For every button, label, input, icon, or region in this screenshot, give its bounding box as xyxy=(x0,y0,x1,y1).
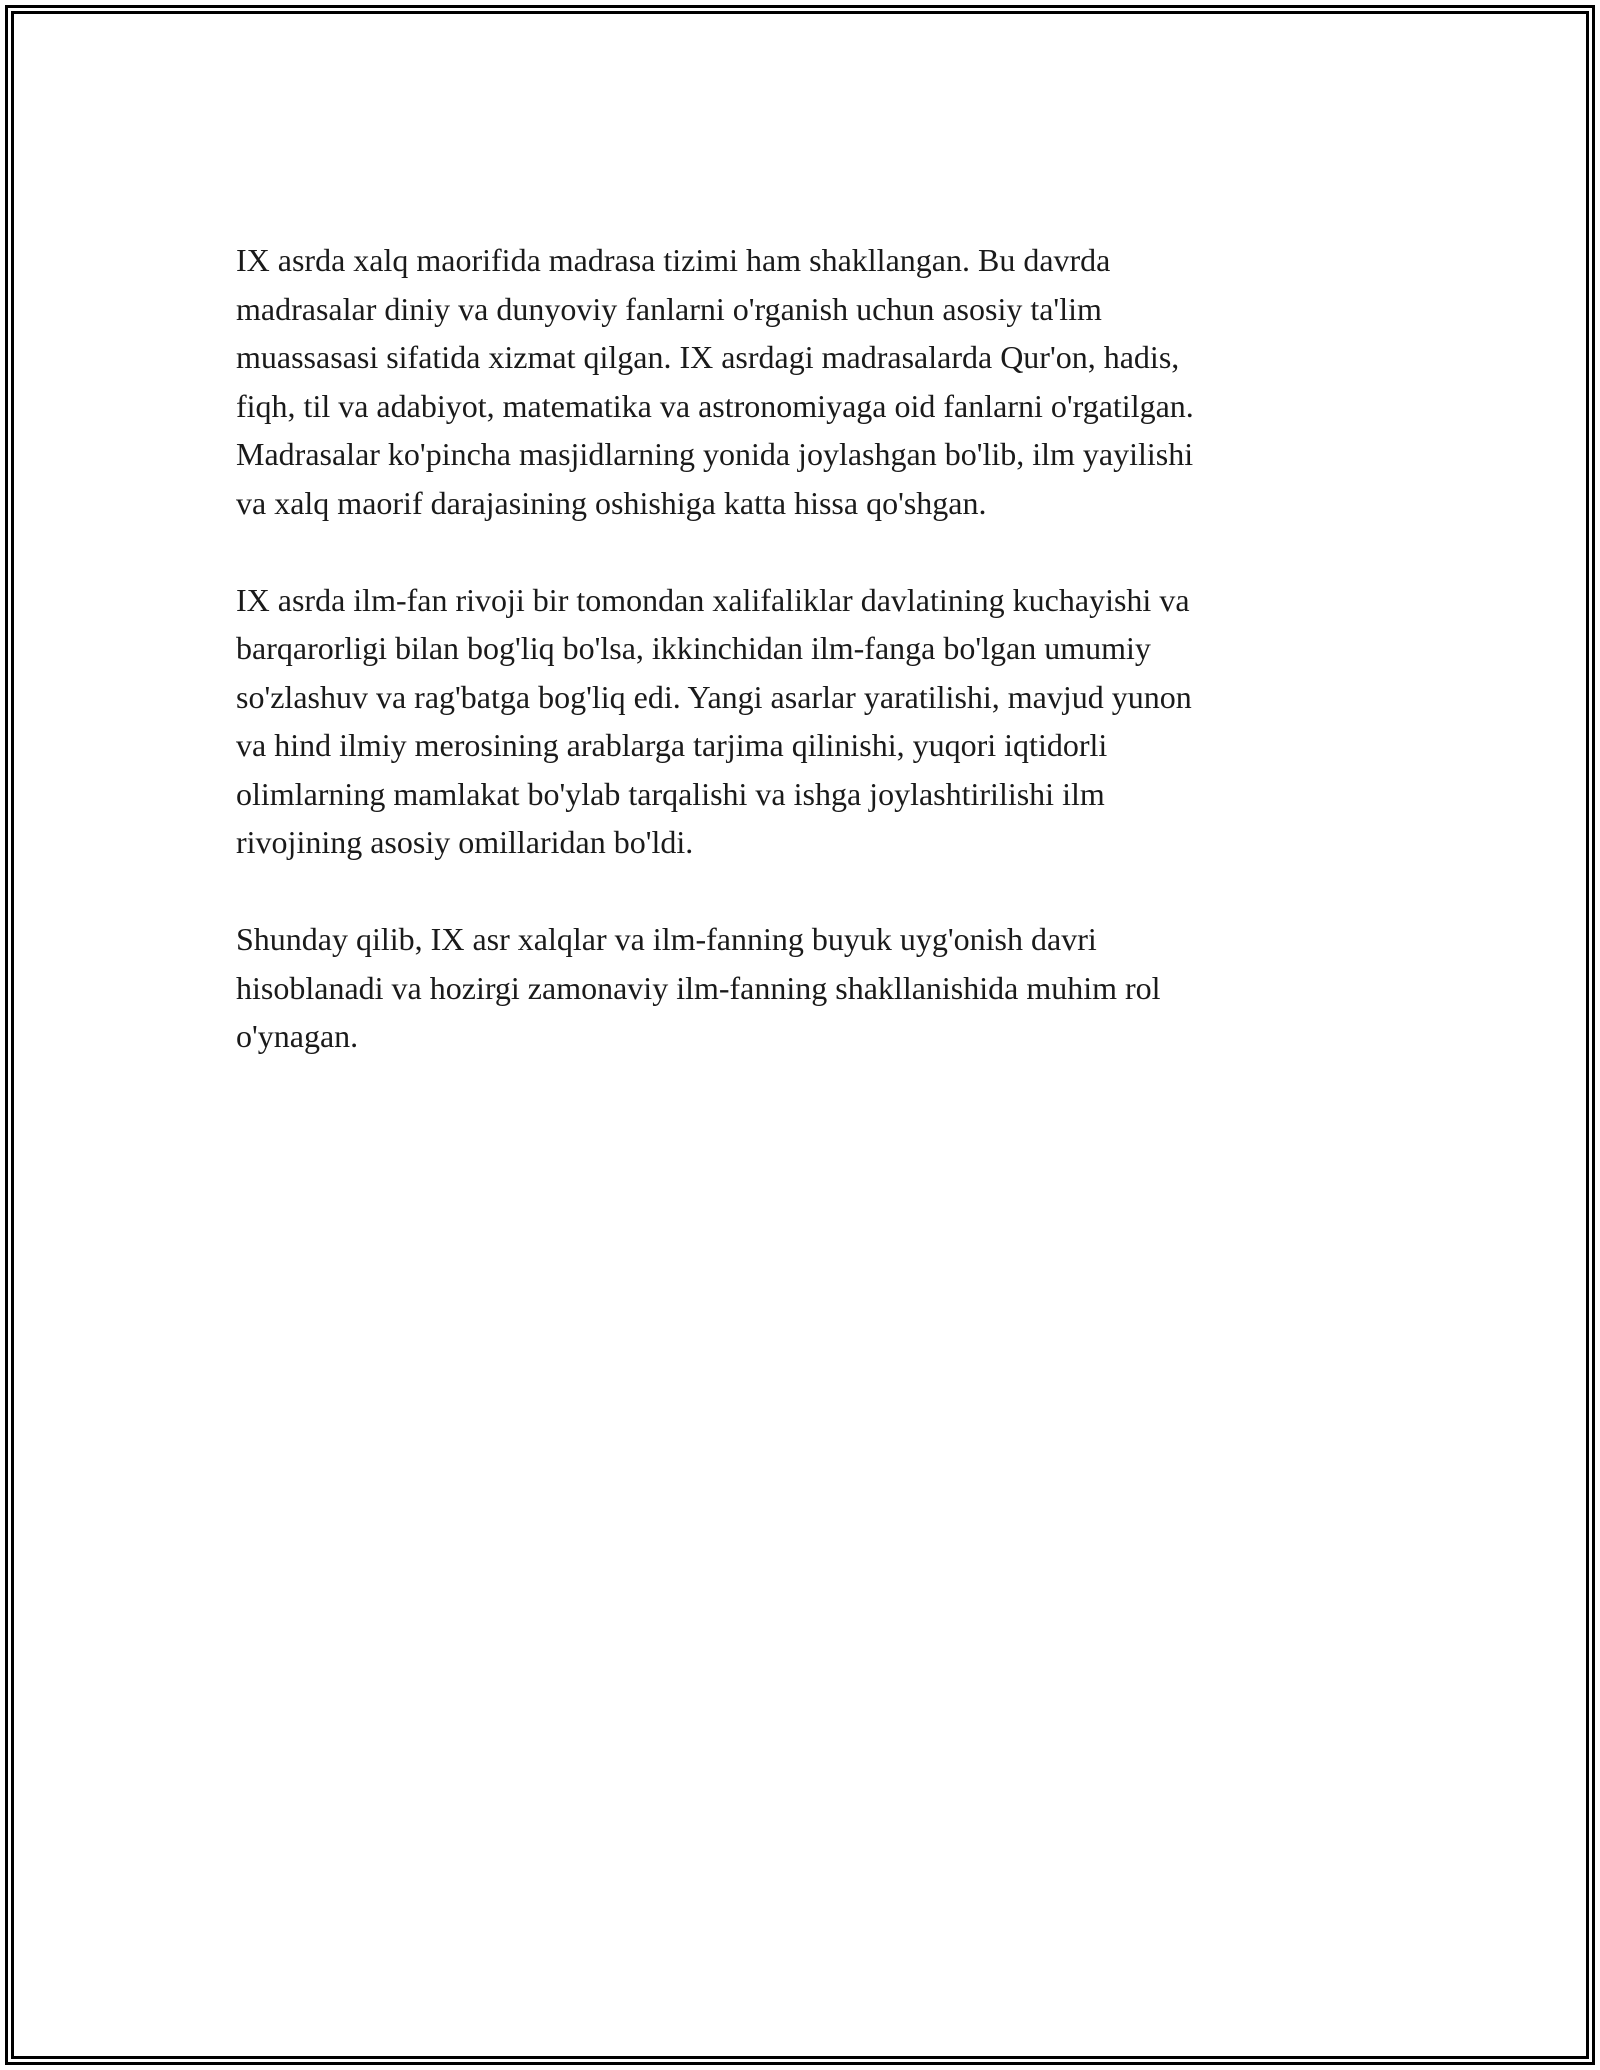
text-line: IX asrda xalq maorifida madrasa tizimi ham shakllangan. Bu davrda xyxy=(236,242,1111,278)
paragraph-conclusion xyxy=(236,915,1366,1061)
text-line: va hind ilmiy merosining arablarga tarjima qilinishi, yuqori iqtidorli xyxy=(236,727,1108,763)
text-line: muassasasi sifatida xizmat qilgan. IX asrdagi madrasalarda Qur'on, hadis, xyxy=(236,339,1180,375)
text-line: barqarorligi bilan bog'liq bo'lsa, ikkinchidan ilm-fanga bo'lgan umumiy xyxy=(236,630,1151,666)
text-line: o'ynagan. xyxy=(236,1018,359,1054)
text-line: hisoblanadi va hozirgi zamonaviy ilm-fanning shakllanishida muhim rol xyxy=(236,969,1161,1006)
text-line: so'zlashuv va rag'batga bog'liq edi. Yangi asarlar yaratilishi, mavjud yunon xyxy=(236,678,1192,715)
text-line: fiqh, til va adabiyot, matematika va astronomiyaga oid fanlarni o'rgatilgan. xyxy=(236,387,1194,424)
document-body xyxy=(236,236,1366,1061)
text-line: rivojining asosiy omillaridan bo'ldi. xyxy=(236,824,694,860)
text-line: IX asrda ilm-fan rivoji bir tomondan xalifaliklar davlatining kuchayishi va xyxy=(236,581,1190,618)
text-line: madrasalar diniy va dunyoviy fanlarni o'rganish uchun asosiy ta'lim xyxy=(236,290,1102,327)
paragraph-madrasa-system xyxy=(236,236,1366,527)
text-line: va xalq maorif darajasining oshishiga katta hissa qo'shgan. xyxy=(236,484,987,521)
text-line: Madrasalar ko'pincha masjidlarning yonida joylashgan bo'lib, ilm yayilishi xyxy=(236,436,1194,472)
paragraph-science-development xyxy=(236,576,1366,867)
text-line: Shunday qilib, IX asr xalqlar va ilm-fanning buyuk uyg'onish davri xyxy=(236,921,1097,957)
text-line: olimlarning mamlakat bo'ylab tarqalishi va ishga joylashtirilishi ilm xyxy=(236,775,1105,812)
